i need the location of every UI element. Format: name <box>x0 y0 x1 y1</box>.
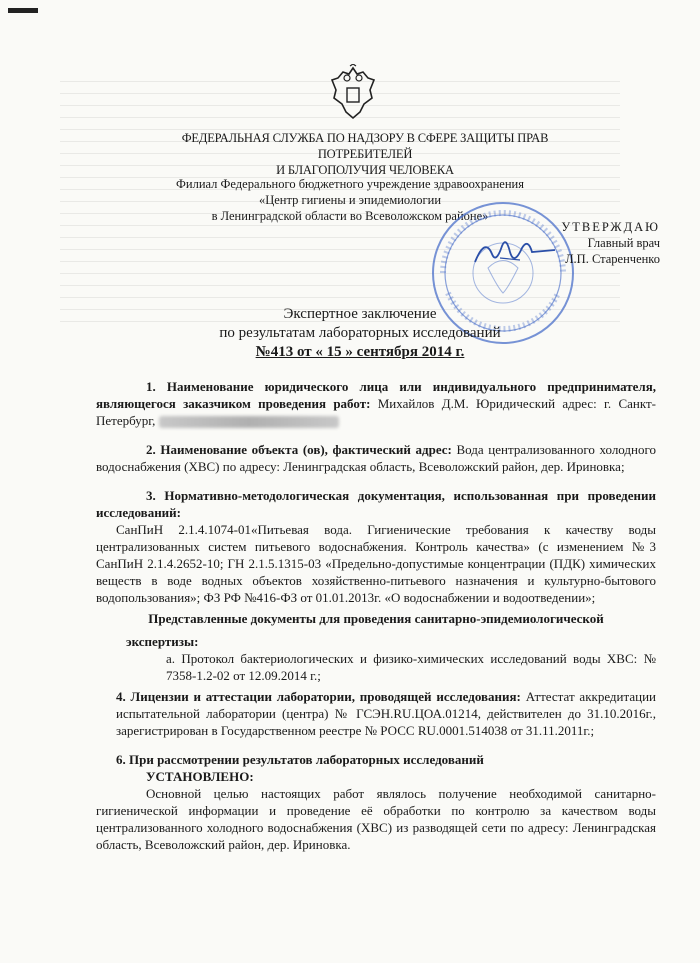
corner-mark <box>8 8 38 13</box>
redacted-address <box>159 416 339 428</box>
section-3 <box>96 487 656 606</box>
section-6-text: Основной целью настоящих работ являлось получение необходимой санитарно-гигиенической информации и проведение её обработки по контролю за качеством воды централизованного холодного водоснабжения (ХВС) из разводящей сети по адресу: Ленинградская область, Всеволожский район, дер. Ириновка. <box>96 786 656 852</box>
branch-line-3: в Ленинградской области во Всеволожском районе» <box>211 209 489 223</box>
coat-of-arms-emblem <box>330 64 376 120</box>
document-body <box>96 378 656 853</box>
section-6 <box>96 751 656 785</box>
section-4-heading: 4. Лицензии и аттестации лаборатории, проводящей исследования: <box>116 689 521 704</box>
section-2-text: Вода централизованного холодного водоснабжения (ХВС) по адресу: Ленинградская область, Всеволожский район, дер. Ириновка; <box>96 442 657 474</box>
title-line-1: Экспертное заключение <box>283 306 437 322</box>
section-1-text: Михайлов Д.М. Юридический адрес: г. Санкт-Петербург, <box>96 396 656 428</box>
approval-label: УТВЕРЖДАЮ <box>561 220 660 234</box>
section-2-heading: 2. Наименование объекта (ов), фактический адрес: <box>146 442 452 457</box>
docs-heading-line-2: экспертизы: <box>126 634 199 649</box>
section-2 <box>96 441 656 475</box>
section-3-text: СанПиН 2.1.4.1074-01«Питьевая вода. Гигиенические требования к качеству воды централизованных систем питьевого водоснабжения. Контроль качества» (с изменением №3 СанПиН 2.1.4.2652-10; ГН 2.1.5.1315-03 «Предельно-допустимые концентрации (ПДК) химических веществ в воде водных объектов хозяйственно-питьевого назначения и культурно-бытового водопользования»; ФЗ РФ №416-ФЗ от 01.01.2013г. «О водоснабжении и водоотведении»; <box>96 522 656 605</box>
section-1-heading: 1. Наименование юридического лица или индивидуального предпринимателя, являющегося заказчиком проведения работ: <box>96 379 656 411</box>
submitted-documents <box>96 610 656 684</box>
section-6-heading-line-1: 6. При рассмотрении результатов лабораторных исследований <box>116 752 484 767</box>
title-number-date: №413 от « 15 » сентября 2014 г. <box>255 344 465 360</box>
document-title <box>150 305 570 362</box>
section-4-text: Аттестат аккредитации испытательной лаборатории (центра) № ГСЭН.RU.ЦОА.01214, действителен до 31.10.2016г., зарегистрирован в Государственном реестре № РОСС RU.0001.514038 от 31.11.2011г.; <box>116 689 656 738</box>
approval-name: Л.П. Старенченко <box>565 252 660 266</box>
branch-line-2: «Центр гигиены и эпидемиологии <box>258 193 442 207</box>
section-1 <box>96 378 656 429</box>
section-4 <box>96 688 656 739</box>
section-3-heading: 3. Нормативно-методологическая документация, использованная при проведении исследований: <box>96 488 656 520</box>
agency-line-2: И БЛАГОПОЛУЧИЯ ЧЕЛОВЕКА <box>276 163 454 177</box>
docs-heading-line-1: Представленные документы для проведения санитарно-эпидемиологической <box>148 611 604 626</box>
agency-name <box>150 130 580 178</box>
title-line-2: по результатам лабораторных исследований <box>219 325 501 341</box>
approval-block <box>520 219 660 267</box>
docs-item-a: а. Протокол бактериологических и физико-химических исследований воды ХВС: № 7358-1.2-02 от 12.09.2014 г.; <box>166 651 656 683</box>
agency-line-1: ФЕДЕРАЛЬНАЯ СЛУЖБА ПО НАДЗОРУ В СФЕРЕ ЗАЩИТЫ ПРАВ ПОТРЕБИТЕЛЕЙ <box>181 131 549 161</box>
section-6-heading-line-2: УСТАНОВЛЕНО: <box>146 769 254 784</box>
approval-position: Главный врач <box>587 236 660 250</box>
branch-line-1: Филиал Федерального бюджетного учреждение здравоохранения <box>176 177 524 191</box>
